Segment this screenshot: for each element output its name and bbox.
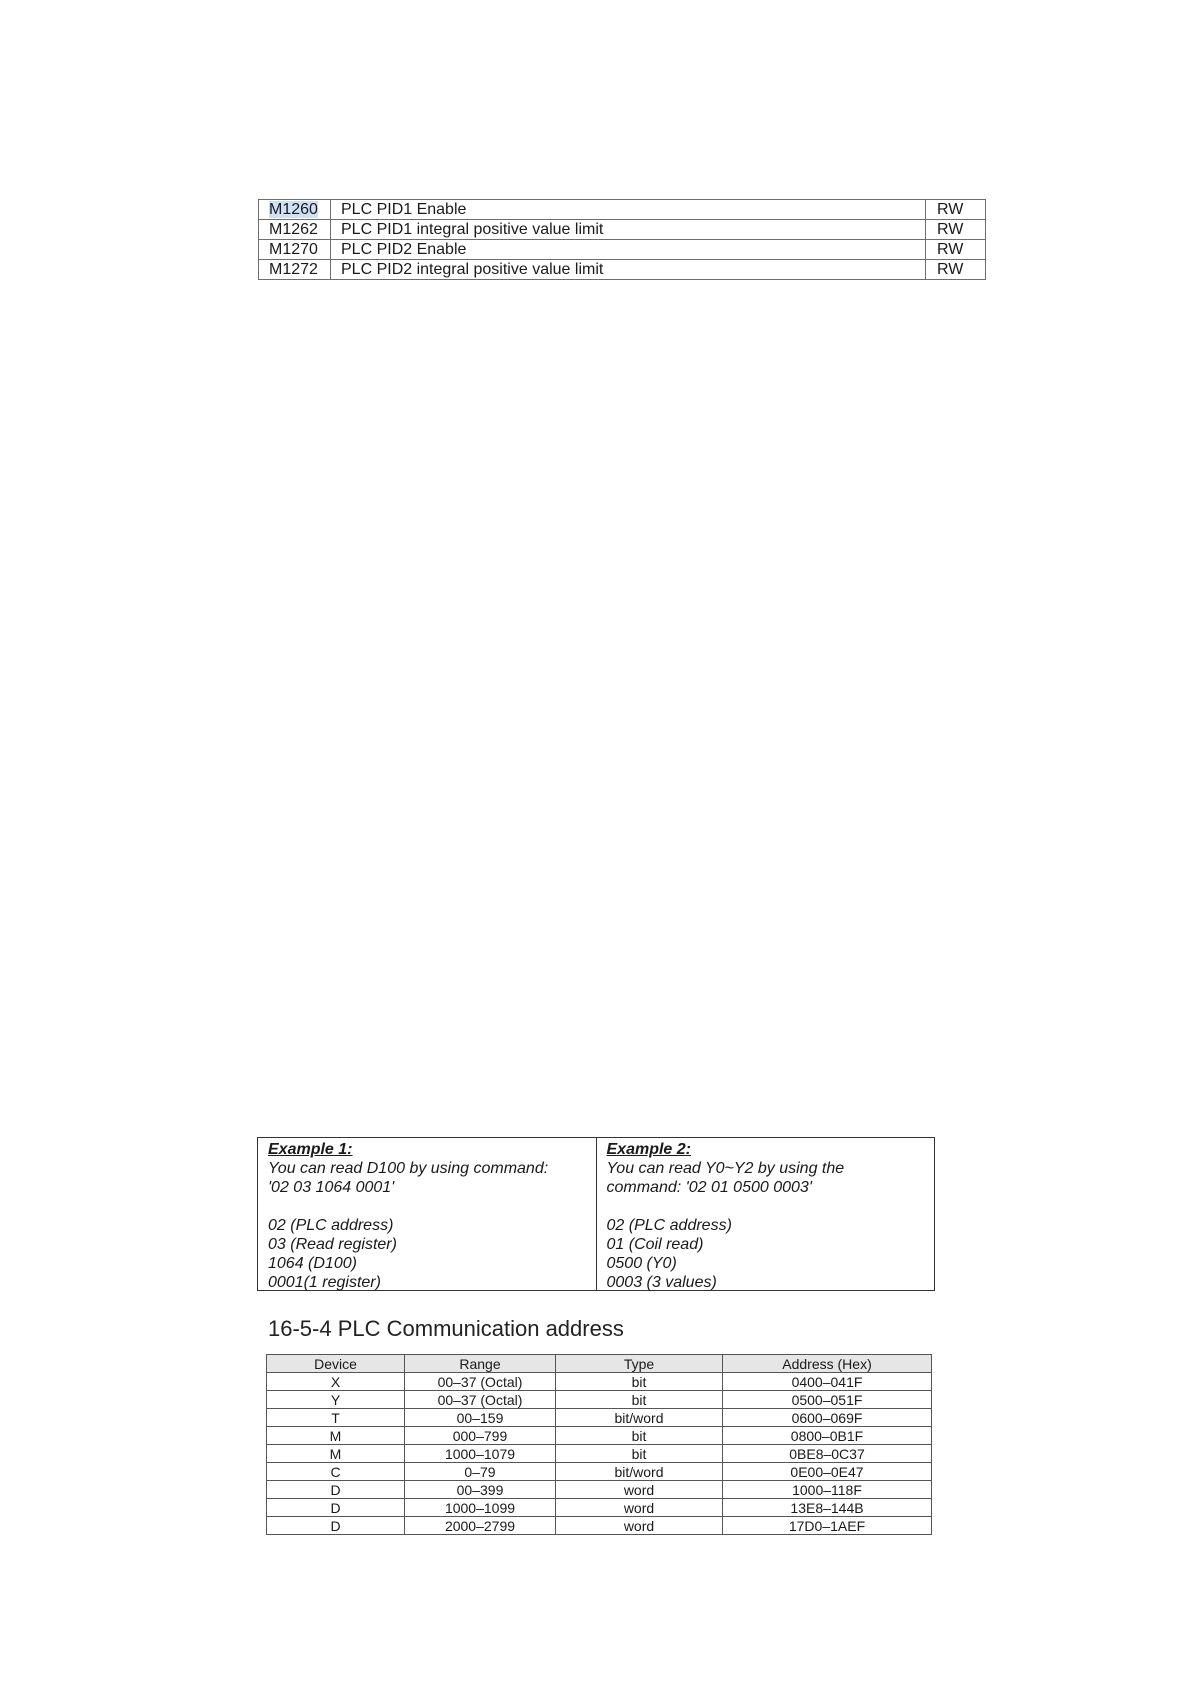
table-row xyxy=(267,1445,932,1463)
device-cell: C xyxy=(267,1463,405,1481)
header-row xyxy=(267,1355,932,1373)
table-row xyxy=(267,1391,932,1409)
m-flag-table xyxy=(258,199,986,280)
address-cell: 13E8–144B xyxy=(723,1499,932,1517)
device-cell: D xyxy=(267,1499,405,1517)
example-1 xyxy=(258,1138,596,1290)
address-cell: 0E00–0E47 xyxy=(723,1463,932,1481)
example-1-command: '02 03 1064 0001' xyxy=(268,1179,395,1196)
device-cell: M1270 xyxy=(259,240,331,260)
address-cell: 0BE8–0C37 xyxy=(723,1445,932,1463)
section-title: 16-5-4 PLC Communication address xyxy=(268,1316,624,1341)
example-1-line: You can read D100 by using command: xyxy=(268,1160,549,1177)
type-cell: bit xyxy=(556,1445,723,1463)
column-header: Address (Hex) xyxy=(723,1355,932,1373)
device-cell: T xyxy=(267,1409,405,1427)
type-cell: bit/word xyxy=(556,1463,723,1481)
range-cell: 2000–2799 xyxy=(405,1517,556,1535)
description-cell: PLC PID2 Enable xyxy=(331,240,926,260)
access-cell: RW xyxy=(926,260,986,280)
spacer xyxy=(607,1197,935,1216)
device-cell: Y xyxy=(267,1391,405,1409)
address-cell: 0800–0B1F xyxy=(723,1427,932,1445)
device-cell: M1272 xyxy=(259,260,331,280)
range-cell: 0–79 xyxy=(405,1463,556,1481)
table-row xyxy=(267,1427,932,1445)
type-cell: word xyxy=(556,1517,723,1535)
example-1-detail: 02 (PLC address) xyxy=(268,1217,394,1234)
type-cell: word xyxy=(556,1499,723,1517)
access-cell: RW xyxy=(926,240,986,260)
column-header: Type xyxy=(556,1355,723,1373)
column-header: Device xyxy=(267,1355,405,1373)
selected-text: M1260 xyxy=(269,200,318,218)
table-row xyxy=(259,240,986,260)
type-cell: bit xyxy=(556,1427,723,1445)
range-cell: 1000–1079 xyxy=(405,1445,556,1463)
device-cell: X xyxy=(267,1373,405,1391)
example-2-line: You can read Y0~Y2 by using the xyxy=(606,1160,845,1177)
range-cell: 1000–1099 xyxy=(405,1499,556,1517)
example-2-detail: 0500 (Y0) xyxy=(606,1255,677,1272)
example-2-detail: 01 (Coil read) xyxy=(606,1236,704,1253)
examples-box xyxy=(257,1137,935,1291)
address-cell: 1000–118F xyxy=(723,1481,932,1499)
type-cell: bit xyxy=(556,1373,723,1391)
range-cell: 000–799 xyxy=(405,1427,556,1445)
address-cell: 17D0–1AEF xyxy=(723,1517,932,1535)
table-row xyxy=(259,220,986,240)
description-cell: PLC PID1 Enable xyxy=(331,200,926,220)
example-1-detail: 1064 (D100) xyxy=(268,1255,357,1272)
address-cell: 0500–051F xyxy=(723,1391,932,1409)
device-cell: D xyxy=(267,1517,405,1535)
type-cell: bit/word xyxy=(556,1409,723,1427)
example-2 xyxy=(596,1138,935,1290)
device-cell: M xyxy=(267,1445,405,1463)
table-row xyxy=(267,1517,932,1535)
table-row xyxy=(267,1409,932,1427)
table-row xyxy=(267,1499,932,1517)
range-cell: 00–399 xyxy=(405,1481,556,1499)
device-cell: M1262 xyxy=(259,220,331,240)
example-2-command: command: '02 01 0500 0003' xyxy=(606,1179,812,1196)
plc-address-table xyxy=(266,1354,932,1535)
table-row xyxy=(259,200,986,220)
example-2-detail: 0003 (3 values) xyxy=(606,1274,717,1291)
description-cell: PLC PID1 integral positive value limit xyxy=(331,220,926,240)
device-cell: D xyxy=(267,1481,405,1499)
example-2-title: Example 2: xyxy=(606,1141,691,1158)
example-2-detail: 02 (PLC address) xyxy=(606,1217,732,1234)
access-cell: RW xyxy=(926,220,986,240)
type-cell: bit xyxy=(556,1391,723,1409)
range-cell: 00–37 (Octal) xyxy=(405,1391,556,1409)
device-cell xyxy=(259,200,331,220)
device-cell: M xyxy=(267,1427,405,1445)
example-1-detail: 03 (Read register) xyxy=(268,1236,397,1253)
table-row xyxy=(259,260,986,280)
table-row xyxy=(267,1463,932,1481)
table-row xyxy=(267,1481,932,1499)
description-cell: PLC PID2 integral positive value limit xyxy=(331,260,926,280)
example-1-title: Example 1: xyxy=(268,1141,353,1158)
range-cell: 00–159 xyxy=(405,1409,556,1427)
example-1-detail: 0001(1 register) xyxy=(268,1274,381,1291)
type-cell: word xyxy=(556,1481,723,1499)
address-cell: 0400–041F xyxy=(723,1373,932,1391)
range-cell: 00–37 (Octal) xyxy=(405,1373,556,1391)
table-row xyxy=(267,1373,932,1391)
access-cell: RW xyxy=(926,200,986,220)
spacer xyxy=(268,1197,596,1216)
address-cell: 0600–069F xyxy=(723,1409,932,1427)
column-header: Range xyxy=(405,1355,556,1373)
